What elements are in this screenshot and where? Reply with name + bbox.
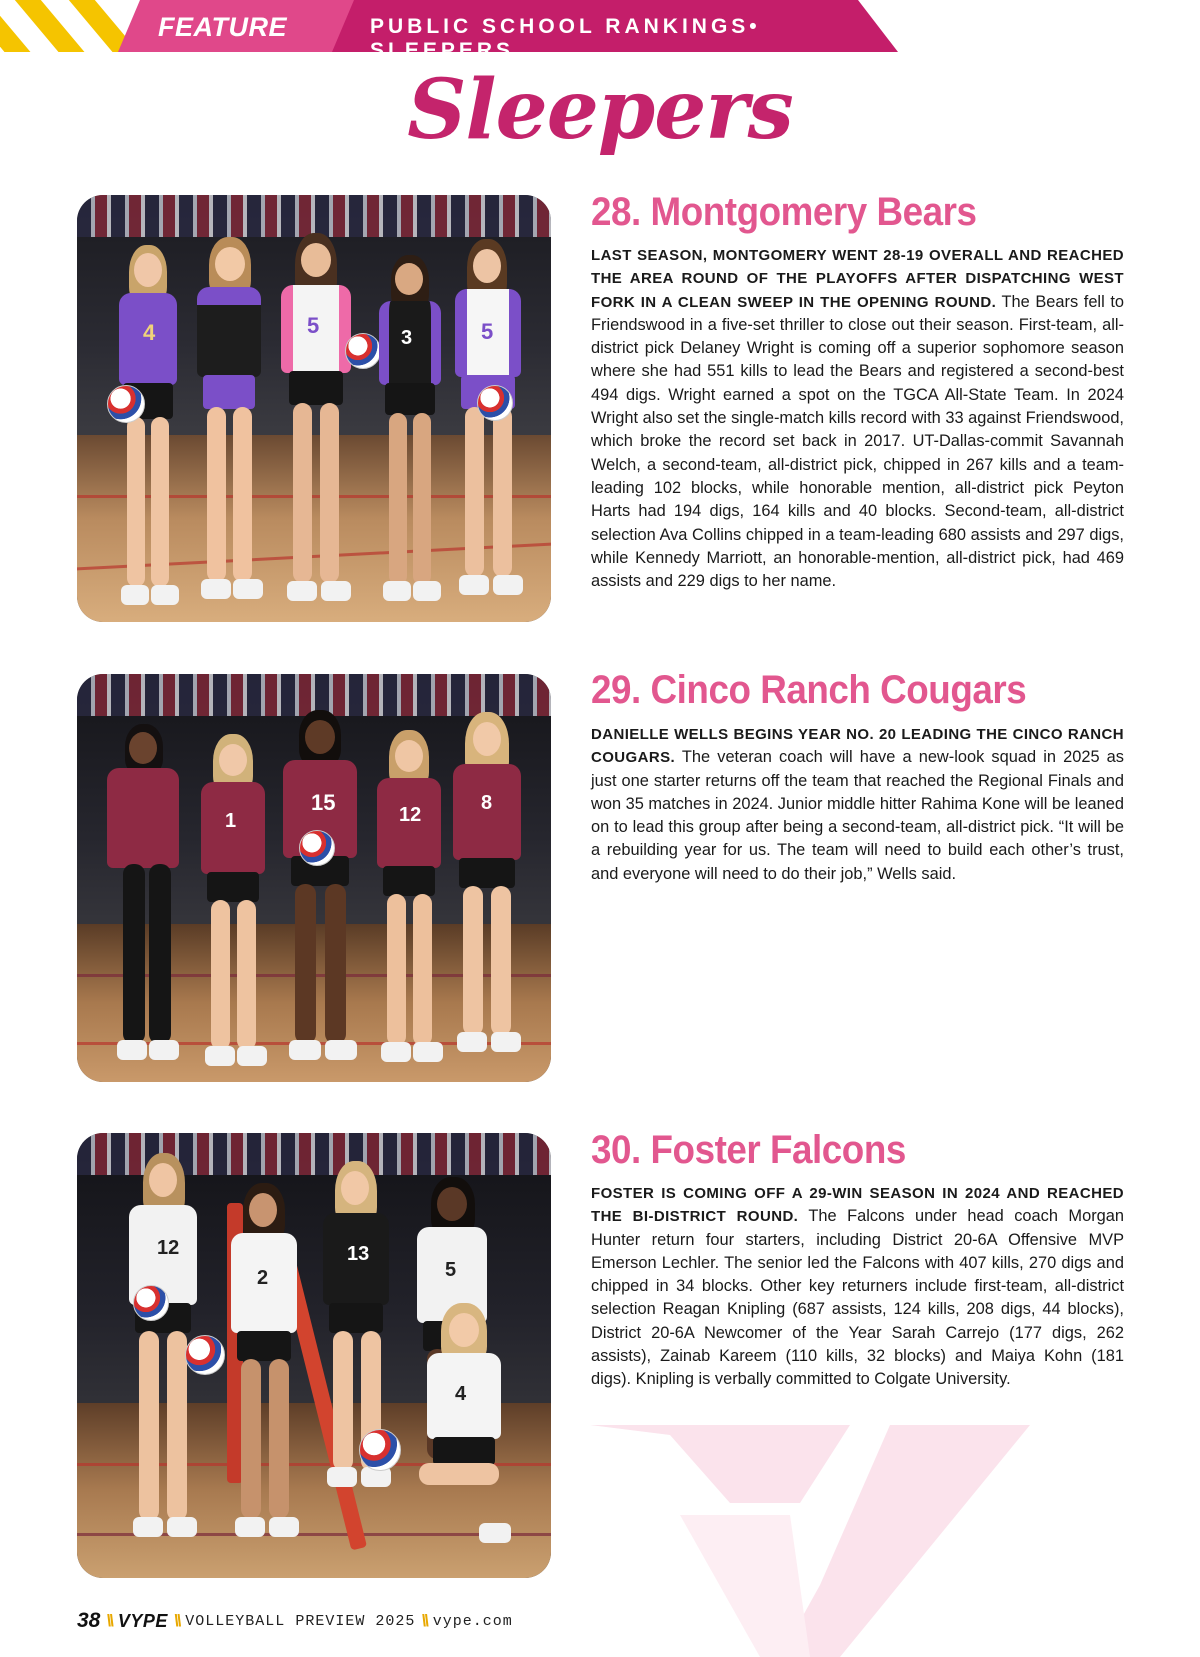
team-body-foster [591, 1182, 1124, 1392]
player: 8 [437, 712, 537, 1072]
team-lead-montgomery: LAST SEASON, MONTGOMERY WENT 28-19 OVERALL AND REACHED THE AREA ROUND OF THE PLAYOFFS AFTER DISPATCHING WEST FORK IN A CLEAN SWEEP IN THE OPENING ROUND. [591, 247, 1124, 311]
player: 4 [409, 1303, 519, 1563]
player: 3 [367, 255, 453, 615]
team-title-cinco-ranch: 29. Cinco Ranch Cougars [591, 668, 1027, 712]
page-number: 38 [77, 1609, 101, 1632]
footer-separator: \\ [106, 1611, 112, 1630]
team-title-foster: 30. Foster Falcons [591, 1128, 906, 1172]
header-banner [118, 0, 898, 62]
player: 5 [403, 1177, 501, 1477]
footer-separator: \\ [421, 1611, 427, 1630]
player [95, 724, 191, 1074]
team-lead-cinco-ranch: DANIELLE WELLS BEGINS YEAR NO. 20 LEADING THE CINCO RANCH COUGARS. [591, 726, 1124, 767]
player: 13 [309, 1161, 403, 1501]
team-title-montgomery: 28. Montgomery Bears [591, 190, 977, 234]
footer-publication: VOLLEYBALL PREVIEW 2025 [185, 1612, 416, 1630]
vype-logo-watermark-icon [590, 1425, 1030, 1657]
feature-label: FEATURE [158, 12, 287, 42]
player: 2 [217, 1183, 311, 1553]
footer-site-link[interactable]: vype.com [432, 1612, 513, 1630]
player [185, 237, 273, 617]
player: 12 [117, 1153, 209, 1553]
photo-net-banner [77, 195, 551, 237]
player: 5 [269, 233, 363, 619]
team-text-foster: The Falcons under head coach Morgan Hunter return four starters, including District 20-6A Offensive MVP Emerson Lechler. The senior led the Falcons with 407 kills, 270 digs and chipped in 34 blocks. Other key returners include first-team, all-district selection Reagan Knipling (687 assists, 124 kills, 208 digs, 44 blocks), District 20-6A Newcomer of the Year Sarah Carrejo (177 digs, 262 assists), Zainab Kareem (110 kills, 32 blocks) and Maiya Kohn (181 digs). Knipling is verbally committed to Colgate University. [591, 1207, 1125, 1389]
page-title: Sleepers [407, 62, 793, 158]
team-photo-cinco-ranch [77, 674, 551, 1082]
team-text-montgomery: The Bears fell to Friendswood in a five-set thriller to close out their season. First-team, all-district pick Delaney Wright is coming off a superior sophomore season where she had 551 kills to lead the Bears and registered a second-best 494 digs. Wright earned a spot on the TGCA All-State Team. In 2024 Wright also set the single-match kills record with 33 against Friendswood, which broke the record set back in 2017. UT-Dallas-commit Savannah Welch, a second-team, all-district pick, chipped in 267 kills and a team-leading 102 blocks, while honorable mention, all-district pick Peyton Harts had 194 digs, 164 kills and 40 blocks. Second-team, all-district selection Ava Collins chipped in a team-leading 680 assists and 297 digs, while Kennedy Marriott, an honorable-mention, all-district pick, had 469 assists and 229 digs to her name. [591, 292, 1124, 591]
team-lead-foster: FOSTER IS COMING OFF A 29-WIN SEASON IN 2024 AND REACHED THE BI-DISTRICT ROUND. [591, 1185, 1124, 1226]
team-body-cinco-ranch [591, 723, 1124, 886]
footer-separator: \\ [173, 1611, 180, 1630]
player: 4 [107, 245, 187, 615]
player: 1 [187, 734, 279, 1074]
team-body-montgomery [591, 244, 1124, 593]
team-photo-foster [77, 1133, 551, 1578]
player: 5 [443, 239, 533, 609]
footer-brand: VYPE [117, 1610, 168, 1631]
page-footer [77, 1609, 513, 1633]
player: 15 [271, 710, 369, 1070]
player: 12 [363, 730, 455, 1070]
team-photo-montgomery [77, 195, 551, 622]
team-text-cinco-ranch: The veteran coach will have a new-look squad in 2025 as just one starter returns off the team that reached the Regional Finals and won 35 matches in 2024. Junior middle hitter Rahima Kone will be leaned on to lead this group after being a second-team, all-district pick. “It will be a rebuilding year for us. The team will need to build each other’s trust, and everyone will need to do their job,” Wells said. [591, 748, 1124, 883]
section-label: PUBLIC SCHOOL RANKINGS• SLEEPERS [370, 15, 761, 62]
